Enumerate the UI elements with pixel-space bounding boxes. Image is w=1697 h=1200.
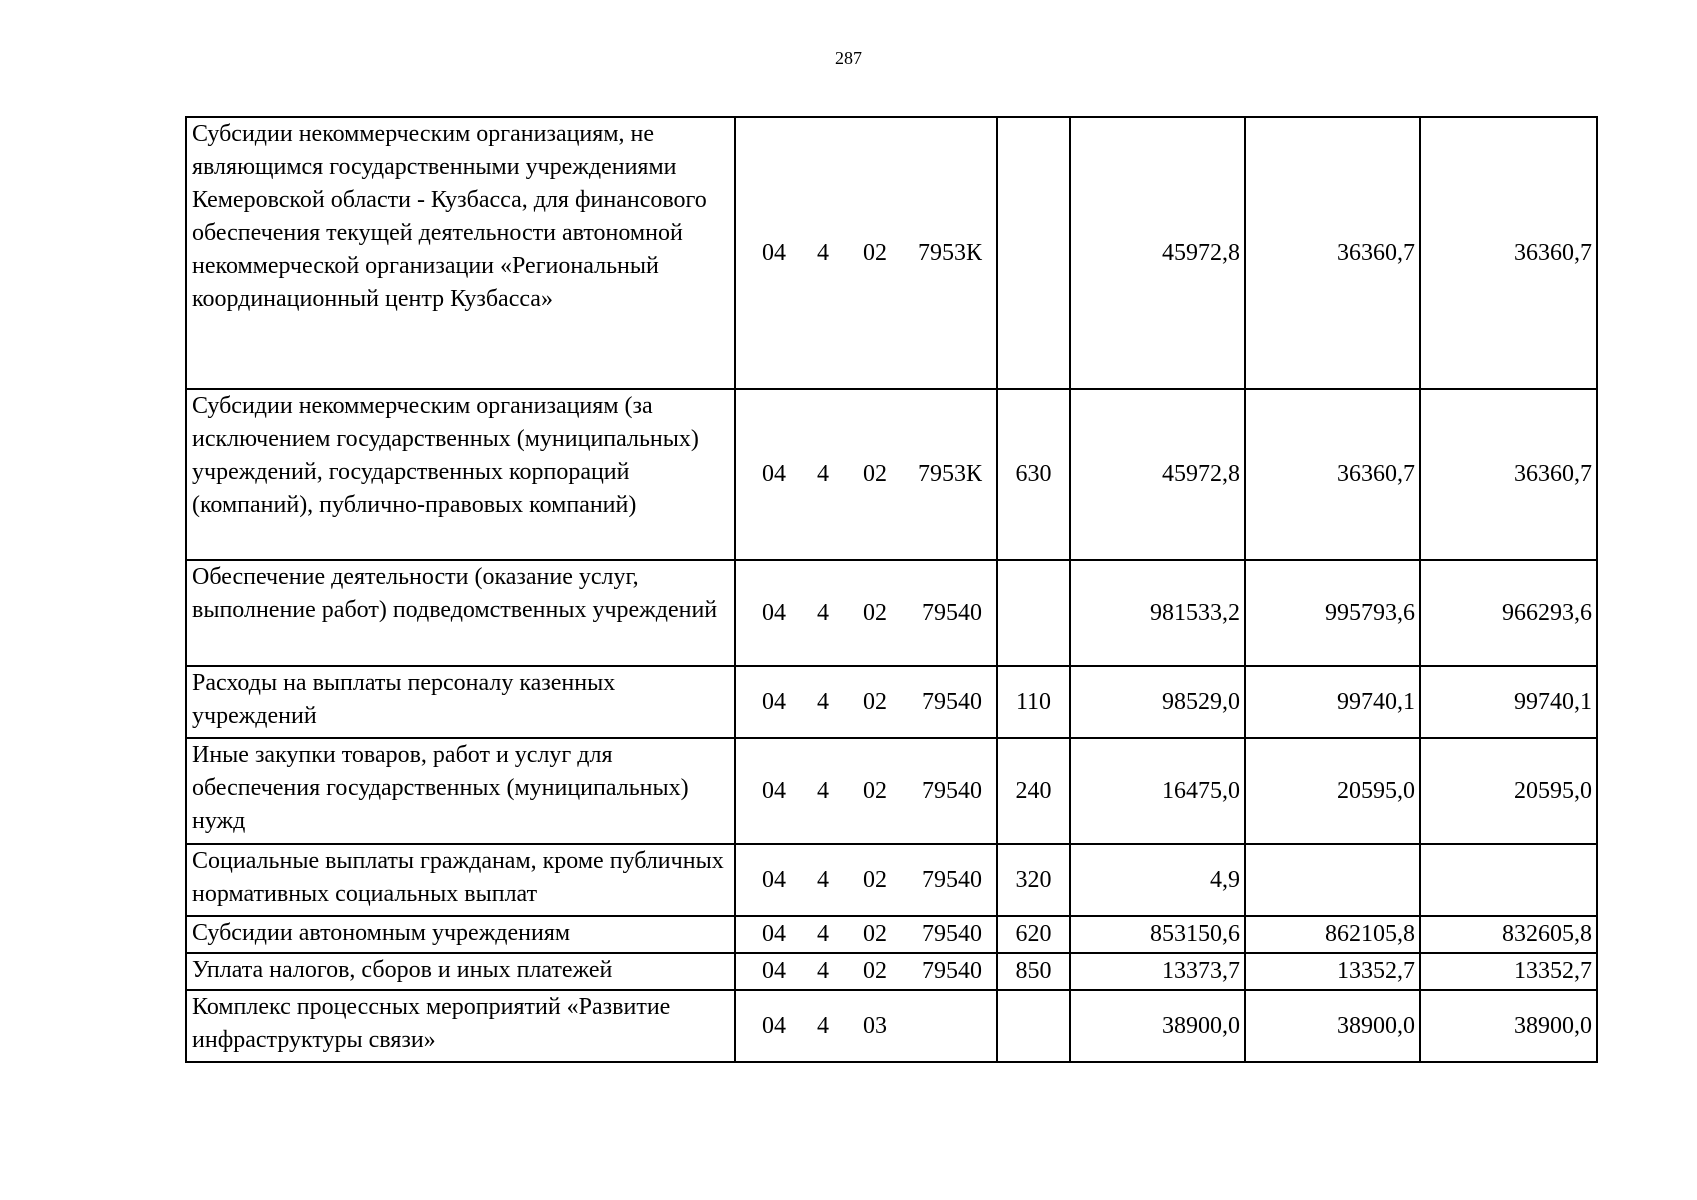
table-row [186,389,1597,560]
row-name: Социальные выплаты гражданам, кроме публичных нормативных социальных выплат [186,844,735,916]
code-cell [735,953,997,990]
amount-year-3 [1420,844,1597,916]
expense-type-code [997,560,1070,666]
article-code: 7953К [917,239,982,266]
amount-year-3: 36360,7 [1420,117,1597,389]
article-code: 7953К [917,461,982,487]
row-name: Обеспечение деятельности (оказание услуг, выполнение работ) подведомственных учреждений [186,560,735,666]
subsection-code: 4 [817,777,829,804]
amount-year-3: 832605,8 [1420,916,1597,953]
subsection-code: 4 [817,866,829,893]
budget-table-body [186,117,1597,1062]
amount-year-1: 4,9 [1070,844,1245,916]
row-name: Расходы на выплаты персоналу казенных учреждений [186,666,735,738]
subsection-code: 4 [817,461,829,487]
amount-year-3: 38900,0 [1420,990,1597,1062]
table-row [186,666,1597,738]
expense-type-code [997,117,1070,389]
section-code: 04 [762,461,786,487]
amount-year-1: 38900,0 [1070,990,1245,1062]
amount-year-2: 36360,7 [1245,389,1420,560]
section-code: 04 [762,239,786,266]
row-name: Субсидии некоммерческим организациям (за исключением государственных (муниципальных) учреждений, государственных корпораций (компаний), публично-правовых компаний) [186,389,735,560]
table-row [186,990,1597,1062]
amount-year-1: 853150,6 [1070,916,1245,953]
article-code: 79540 [922,688,982,715]
article-code: 79540 [922,777,982,804]
code-cell [735,916,997,953]
article-code: 79540 [922,958,982,984]
table-row [186,844,1597,916]
row-name: Субсидии некоммерческим организациям, не являющимся государственными учреждениями Кемеровской области - Кузбасса, для финансового обеспечения текущей деятельности автономной некоммерческой организации «Региональный координационный центр Кузбасса» [186,117,735,389]
program-code: 02 [863,239,887,266]
row-name: Комплекс процессных мероприятий «Развитие инфраструктуры связи» [186,990,735,1062]
subsection-code: 4 [817,1012,829,1039]
program-code: 02 [863,461,887,487]
amount-year-3: 99740,1 [1420,666,1597,738]
code-cell [735,666,997,738]
program-code: 02 [863,777,887,804]
program-code: 02 [863,921,887,947]
program-code: 03 [863,1012,887,1039]
program-code: 02 [863,599,887,626]
expense-type-code: 240 [997,738,1070,844]
section-code: 04 [762,777,786,804]
code-cell [735,990,997,1062]
amount-year-1: 16475,0 [1070,738,1245,844]
section-code: 04 [762,866,786,893]
amount-year-2: 995793,6 [1245,560,1420,666]
section-code: 04 [762,958,786,984]
table-row [186,738,1597,844]
expense-type-code [997,990,1070,1062]
subsection-code: 4 [817,958,829,984]
table-row [186,560,1597,666]
article-code: 79540 [922,599,982,626]
section-code: 04 [762,921,786,947]
budget-table [185,116,1598,1063]
row-name: Субсидии автономным учреждениям [186,916,735,953]
subsection-code: 4 [817,688,829,715]
amount-year-1: 981533,2 [1070,560,1245,666]
code-cell [735,117,997,389]
amount-year-1: 45972,8 [1070,117,1245,389]
section-code: 04 [762,688,786,715]
amount-year-2: 13352,7 [1245,953,1420,990]
table-row [186,953,1597,990]
program-code: 02 [863,688,887,715]
amount-year-3: 36360,7 [1420,389,1597,560]
amount-year-2: 20595,0 [1245,738,1420,844]
amount-year-2: 99740,1 [1245,666,1420,738]
page-number: 287 [835,48,862,68]
section-code: 04 [762,599,786,626]
table-row [186,916,1597,953]
expense-type-code: 620 [997,916,1070,953]
amount-year-2: 36360,7 [1245,117,1420,389]
amount-year-3: 13352,7 [1420,953,1597,990]
subsection-code: 4 [817,239,829,266]
row-name: Уплата налогов, сборов и иных платежей [186,953,735,990]
amount-year-1: 13373,7 [1070,953,1245,990]
amount-year-2 [1245,844,1420,916]
article-code: 79540 [922,866,982,893]
article-code: 79540 [922,921,982,947]
row-name: Иные закупки товаров, работ и услуг для обеспечения государственных (муниципальных) нужд [186,738,735,844]
amount-year-3: 966293,6 [1420,560,1597,666]
code-cell [735,560,997,666]
section-code: 04 [762,1012,786,1039]
amount-year-1: 45972,8 [1070,389,1245,560]
code-cell [735,844,997,916]
amount-year-3: 20595,0 [1420,738,1597,844]
program-code: 02 [863,866,887,893]
subsection-code: 4 [817,921,829,947]
subsection-code: 4 [817,599,829,626]
expense-type-code: 630 [997,389,1070,560]
amount-year-2: 862105,8 [1245,916,1420,953]
amount-year-2: 38900,0 [1245,990,1420,1062]
table-row [186,117,1597,389]
expense-type-code: 850 [997,953,1070,990]
code-cell [735,389,997,560]
program-code: 02 [863,958,887,984]
expense-type-code: 110 [997,666,1070,738]
code-cell [735,738,997,844]
expense-type-code: 320 [997,844,1070,916]
amount-year-1: 98529,0 [1070,666,1245,738]
